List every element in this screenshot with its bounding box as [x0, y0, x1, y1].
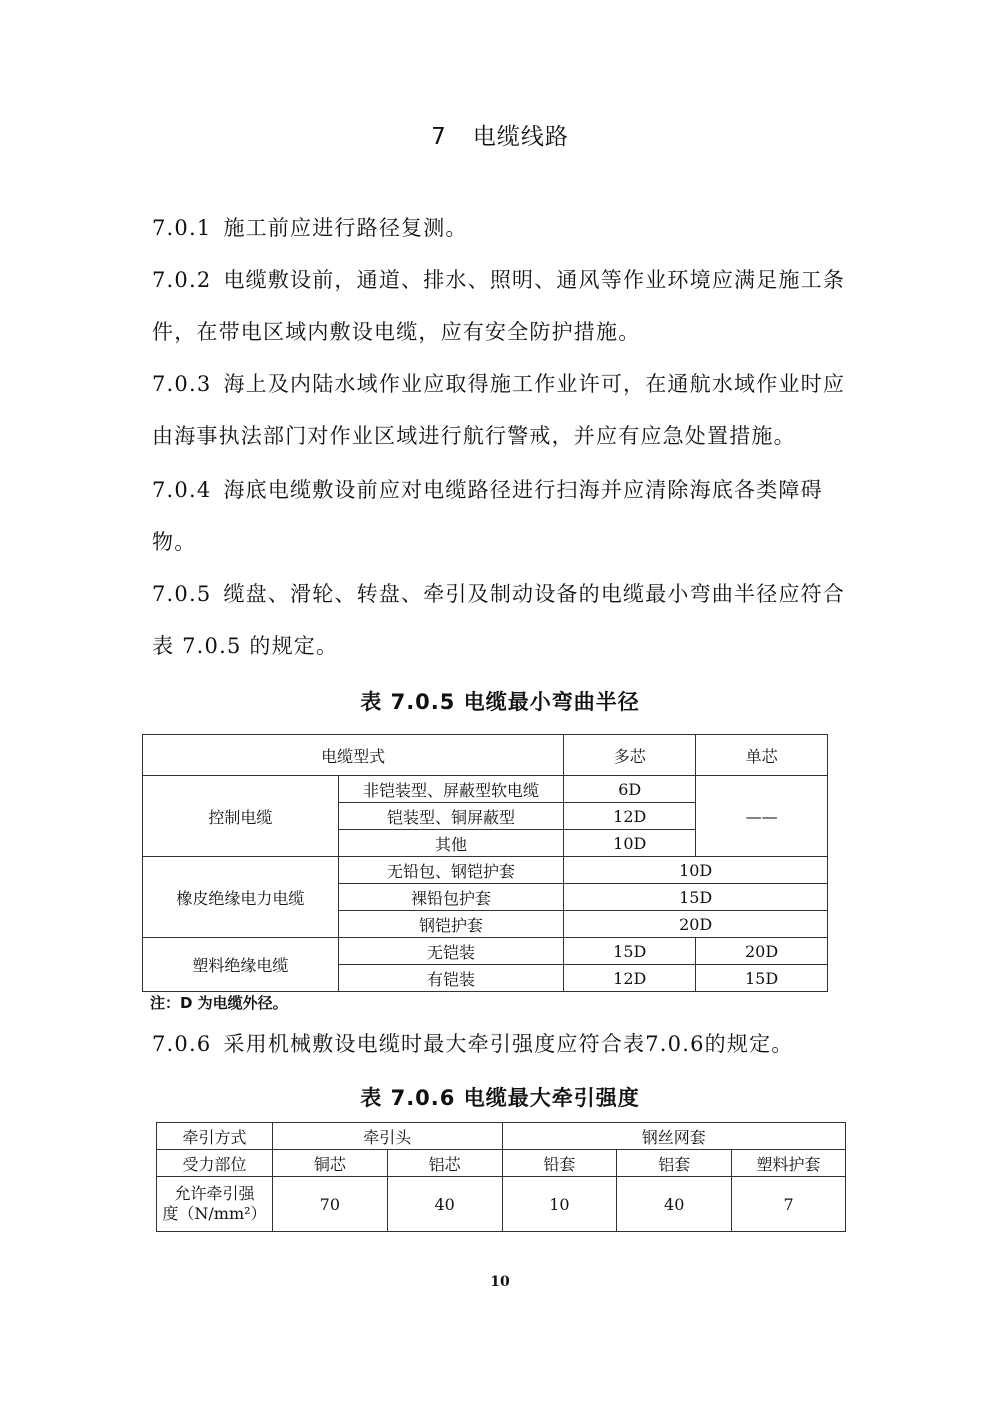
table-header-row [143, 735, 828, 776]
cell-value: 40 [387, 1177, 502, 1232]
cell-single-dash: —— [696, 776, 828, 857]
cell-multi: 6D [564, 776, 696, 803]
cell-value: 70 [272, 1177, 387, 1232]
cell-single: 20D [696, 938, 828, 965]
header-multi-core: 多芯 [564, 735, 696, 776]
clause-7-0-6 [152, 1018, 852, 1070]
chapter-number: 7 [431, 124, 447, 150]
clause-number: 7.0.5 [152, 582, 212, 606]
clause-7-0-3 [152, 358, 852, 462]
cell-part: 铝套 [617, 1150, 732, 1177]
cell-value: 7 [732, 1177, 846, 1232]
header-single-core: 单芯 [696, 735, 828, 776]
group-control-cable: 控制电缆 [143, 776, 339, 857]
cell-value: 40 [617, 1177, 732, 1232]
cell-sub-type: 非铠装型、屏蔽型软电缆 [338, 776, 564, 803]
clause-7-0-4 [152, 464, 852, 568]
clause-text: 海底电缆敷设前应对电缆路径进行扫海并应清除海底各类障碍物。 [152, 478, 823, 554]
row-label: 牵引方式 [157, 1123, 273, 1150]
row-label-line: 允许牵引强 [174, 1184, 255, 1203]
clause-text: 缆盘、滑轮、转盘、牵引及制动设备的电缆最小弯曲半径应符合表 7.0.5 的规定。 [152, 582, 846, 658]
cell-part: 铅套 [502, 1150, 617, 1177]
clause-number: 7.0.6 [152, 1032, 212, 1056]
cell-part: 塑料护套 [732, 1150, 846, 1177]
clause-7-0-1 [152, 202, 852, 254]
cell-sub-type: 无铠装 [338, 938, 564, 965]
row-label: 受力部位 [157, 1150, 273, 1177]
cell-part: 铜芯 [272, 1150, 387, 1177]
cell-sub-type: 裸铅包护套 [338, 884, 564, 911]
table-row [157, 1123, 846, 1150]
cell-single: 15D [696, 965, 828, 992]
chapter-title [0, 118, 1000, 151]
header-cable-type: 电缆型式 [143, 735, 564, 776]
bend-radius-table [142, 734, 828, 992]
cell-value: 15D [564, 884, 828, 911]
chapter-name: 电缆线路 [472, 124, 569, 150]
group-rubber-cable: 橡皮绝缘电力电缆 [143, 857, 339, 938]
clause-text: 采用机械敷设电缆时最大牵引强度应符合表7.0.6的规定。 [223, 1032, 794, 1056]
cell-value: 20D [564, 911, 828, 938]
clause-text: 电缆敷设前，通道、排水、照明、通风等作业环境应满足施工条件，在带电区域内敷设电缆，应有安全防护措施。 [152, 268, 846, 344]
clause-text: 海上及内陆水域作业应取得施工作业许可，在通航水域作业时应由海事执法部门对作业区域进行航行警戒，并应有应急处置措施。 [152, 372, 846, 448]
cell-sub-type: 钢铠护套 [338, 911, 564, 938]
cell-wire-mesh: 钢丝网套 [502, 1123, 845, 1150]
table-row [143, 776, 828, 803]
clause-number: 7.0.2 [152, 268, 212, 292]
cell-multi: 12D [564, 803, 696, 830]
cell-multi: 12D [564, 965, 696, 992]
cell-pulling-head: 牵引头 [272, 1123, 502, 1150]
table-note: 注：D 为电缆外径。 [150, 994, 288, 1012]
cell-value: 10 [502, 1177, 617, 1232]
cell-value: 10D [564, 857, 828, 884]
table-row [143, 938, 828, 965]
clause-7-0-2 [152, 254, 852, 358]
cell-multi: 15D [564, 938, 696, 965]
clause-7-0-5 [152, 568, 852, 672]
clause-number: 7.0.3 [152, 372, 212, 396]
table-row [143, 857, 828, 884]
pulling-strength-table [156, 1122, 846, 1232]
cell-sub-type: 无铅包、钢铠护套 [338, 857, 564, 884]
page-number: 10 [490, 1274, 510, 1290]
table-7-0-6-title: 表 7.0.6 电缆最大牵引强度 [360, 1086, 640, 1110]
row-label-line: 度（N/mm²） [162, 1204, 267, 1223]
table-7-0-5-title: 表 7.0.5 电缆最小弯曲半径 [360, 690, 640, 714]
group-plastic-cable: 塑料绝缘电缆 [143, 938, 339, 992]
table-row [157, 1177, 846, 1232]
row-label [157, 1177, 273, 1232]
clause-number: 7.0.1 [152, 216, 212, 240]
cell-multi: 10D [564, 830, 696, 857]
cell-sub-type: 其他 [338, 830, 564, 857]
table-row [157, 1150, 846, 1177]
clause-text: 施工前应进行路径复测。 [223, 216, 468, 240]
cell-sub-type: 有铠装 [338, 965, 564, 992]
cell-sub-type: 铠装型、铜屏蔽型 [338, 803, 564, 830]
clause-number: 7.0.4 [152, 478, 212, 502]
cell-part: 铝芯 [387, 1150, 502, 1177]
